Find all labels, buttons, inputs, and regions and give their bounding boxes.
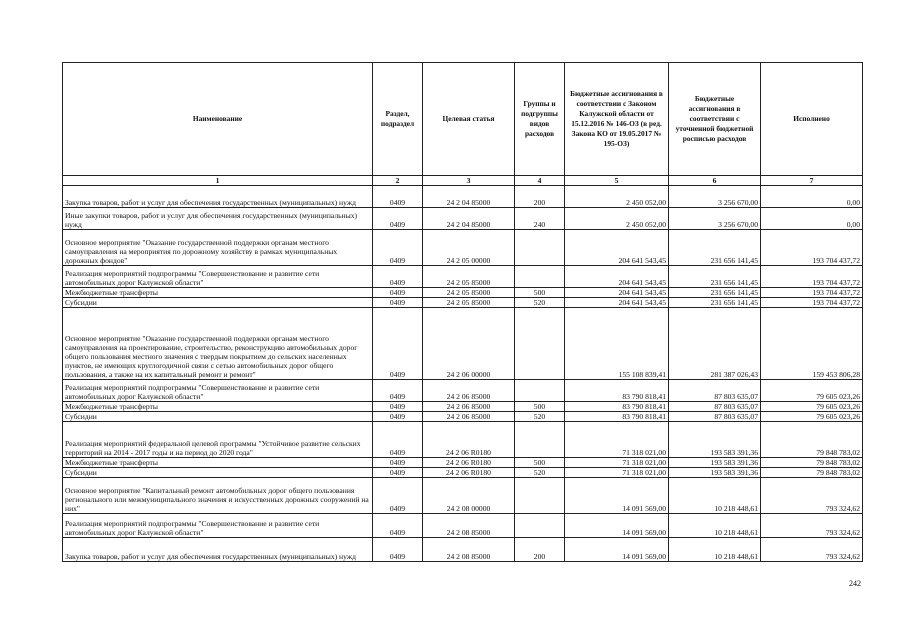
row-law: 2 450 052,00	[565, 186, 669, 208]
row-group	[515, 478, 565, 514]
row-group: 200	[515, 538, 565, 562]
row-budget: 231 656 141,45	[669, 288, 761, 298]
row-section: 0409	[373, 412, 423, 422]
row-executed: 193 704 437,72	[761, 288, 863, 298]
row-law: 14 091 569,00	[565, 538, 669, 562]
column-number: 1	[63, 176, 373, 186]
row-law: 71 318 021,00	[565, 422, 669, 458]
row-budget: 10 218 448,61	[669, 514, 761, 538]
row-name: Субсидии	[63, 298, 373, 308]
row-budget: 3 256 670,00	[669, 186, 761, 208]
row-law: 71 318 021,00	[565, 458, 669, 468]
row-law: 204 641 543,45	[565, 266, 669, 288]
header-groups: Группы и подгруппы видов расходов	[515, 63, 565, 176]
row-budget: 3 256 670,00	[669, 208, 761, 230]
row-target: 24 2 06 85000	[423, 412, 515, 422]
row-name: Основное мероприятие "Капитальный ремонт автомобильных дорог общего пользования регионального или межмуниципального значения и искусственных дорожных сооружений на них"	[63, 478, 373, 514]
row-name: Основное мероприятие "Оказание государственной поддержки органам местного самоуправления на проектирование, строительство, реконструкцию автомобильных дорог общего пользования местного значения с твердым покрытием до сельских населенных пунктов, не имеющих круглогодичной связи с сетью автомобильных дорог общего пользования, а также на их капитальный ремонт и ремонт"	[63, 308, 373, 380]
column-number: 5	[565, 176, 669, 186]
row-group: 500	[515, 458, 565, 468]
row-name: Реализация мероприятий подпрограммы "Совершенствование и развитие сети автомобильных дорог Калужской области"	[63, 380, 373, 402]
row-law: 204 641 543,45	[565, 288, 669, 298]
row-law: 71 318 021,00	[565, 468, 669, 478]
row-target: 24 2 08 85000	[423, 514, 515, 538]
row-executed: 79 605 023,26	[761, 412, 863, 422]
row-section: 0409	[373, 478, 423, 514]
row-target: 24 2 06 R0180	[423, 422, 515, 458]
row-section: 0409	[373, 230, 423, 266]
row-budget: 10 218 448,61	[669, 538, 761, 562]
row-target: 24 2 06 R0180	[423, 458, 515, 468]
row-budget: 10 218 448,61	[669, 478, 761, 514]
row-target: 24 2 05 00000	[423, 230, 515, 266]
row-budget: 193 583 391,36	[669, 422, 761, 458]
row-executed: 793 324,62	[761, 514, 863, 538]
row-section: 0409	[373, 538, 423, 562]
row-group: 200	[515, 186, 565, 208]
column-number: 4	[515, 176, 565, 186]
row-group: 500	[515, 402, 565, 412]
row-budget: 193 583 391,36	[669, 458, 761, 468]
row-section: 0409	[373, 402, 423, 412]
row-target: 24 2 04 85000	[423, 208, 515, 230]
row-group	[515, 308, 565, 380]
column-number: 7	[761, 176, 863, 186]
table-row	[63, 288, 863, 298]
row-group	[515, 380, 565, 402]
row-executed: 0,00	[761, 208, 863, 230]
row-name: Иные закупки товаров, работ и услуг для обеспечения государственных (муниципальных) нужд	[63, 208, 373, 230]
row-name: Субсидии	[63, 412, 373, 422]
row-executed: 79 605 023,26	[761, 380, 863, 402]
column-number-row	[63, 176, 863, 186]
row-name: Реализация мероприятий подпрограммы "Совершенствование и развитие сети автомобильных дорог Калужской области"	[63, 514, 373, 538]
table-row	[63, 230, 863, 266]
row-executed: 193 704 437,72	[761, 266, 863, 288]
header-section: Раздел, подраздел	[373, 63, 423, 176]
row-group	[515, 422, 565, 458]
row-law: 83 790 818,41	[565, 380, 669, 402]
row-target: 24 2 04 85000	[423, 186, 515, 208]
row-name: Закупка товаров, работ и услуг для обеспечения государственных (муниципальных) нужд	[63, 186, 373, 208]
row-group: 520	[515, 468, 565, 478]
row-section: 0409	[373, 380, 423, 402]
row-group	[515, 266, 565, 288]
row-section: 0409	[373, 186, 423, 208]
row-law: 155 108 839,41	[565, 308, 669, 380]
row-budget: 87 803 635,07	[669, 402, 761, 412]
column-number: 2	[373, 176, 423, 186]
row-group	[515, 230, 565, 266]
row-executed: 79 848 783,02	[761, 422, 863, 458]
column-number: 3	[423, 176, 515, 186]
row-target: 24 2 08 85000	[423, 538, 515, 562]
row-target: 24 2 08 00000	[423, 478, 515, 514]
row-law: 83 790 818,41	[565, 402, 669, 412]
row-budget: 87 803 635,07	[669, 380, 761, 402]
table-row	[63, 412, 863, 422]
header-row	[63, 63, 863, 176]
row-section: 0409	[373, 468, 423, 478]
row-budget: 231 656 141,45	[669, 230, 761, 266]
table-row	[63, 468, 863, 478]
row-section: 0409	[373, 422, 423, 458]
row-target: 24 2 06 R0180	[423, 468, 515, 478]
row-target: 24 2 05 85000	[423, 298, 515, 308]
page-number: 242	[849, 579, 861, 588]
table-row	[63, 186, 863, 208]
row-name: Реализация мероприятий подпрограммы "Совершенствование и развитие сети автомобильных дорог Калужской области"	[63, 266, 373, 288]
table-row	[63, 380, 863, 402]
row-target: 24 2 05 85000	[423, 288, 515, 298]
row-group: 520	[515, 298, 565, 308]
row-group: 500	[515, 288, 565, 298]
row-law: 2 450 052,00	[565, 208, 669, 230]
table-row	[63, 266, 863, 288]
row-target: 24 2 06 85000	[423, 380, 515, 402]
header-budget: Бюджетные ассигнования в соответствии с уточненной бюджетной росписью расходов	[669, 63, 761, 176]
row-name: Основное мероприятие "Оказание государственной поддержки органам местного самоуправления на мероприятия по дорожному хозяйству в рамках муниципальных дорожных фондов"	[63, 230, 373, 266]
row-law: 14 091 569,00	[565, 478, 669, 514]
row-section: 0409	[373, 308, 423, 380]
row-section: 0409	[373, 298, 423, 308]
row-group: 240	[515, 208, 565, 230]
row-target: 24 2 06 85000	[423, 402, 515, 412]
table-row	[63, 478, 863, 514]
row-name: Закупка товаров, работ и услуг для обеспечения государственных (муниципальных) нужд	[63, 538, 373, 562]
header-law: Бюджетные ассигнования в соответствии с Законом Калужской области от 15.12.2016 № 146-ОЗ (в ред. Закона КО от 19.05.2017 № 195-ОЗ)	[565, 63, 669, 176]
row-name: Межбюджетные трансферты	[63, 288, 373, 298]
row-budget: 231 656 141,45	[669, 298, 761, 308]
row-budget: 281 387 026,43	[669, 308, 761, 380]
header-executed: Исполнено	[761, 63, 863, 176]
row-section: 0409	[373, 514, 423, 538]
row-executed: 79 848 783,02	[761, 458, 863, 468]
row-executed: 193 704 437,72	[761, 230, 863, 266]
row-law: 14 091 569,00	[565, 514, 669, 538]
row-group: 520	[515, 412, 565, 422]
row-executed: 793 324,62	[761, 478, 863, 514]
table-row	[63, 402, 863, 412]
row-law: 204 641 543,45	[565, 298, 669, 308]
budget-table	[62, 62, 863, 562]
table-row	[63, 298, 863, 308]
header-name: Наименование	[63, 63, 373, 176]
table-row	[63, 538, 863, 562]
header-target: Целевая статья	[423, 63, 515, 176]
row-executed: 79 848 783,02	[761, 468, 863, 478]
row-executed: 793 324,62	[761, 538, 863, 562]
row-name: Межбюджетные трансферты	[63, 402, 373, 412]
row-name: Межбюджетные трансферты	[63, 458, 373, 468]
row-budget: 193 583 391,36	[669, 468, 761, 478]
row-target: 24 2 06 00000	[423, 308, 515, 380]
row-target: 24 2 05 85000	[423, 266, 515, 288]
row-law: 83 790 818,41	[565, 412, 669, 422]
row-law: 204 641 543,45	[565, 230, 669, 266]
table-row	[63, 308, 863, 380]
row-budget: 231 656 141,45	[669, 266, 761, 288]
row-executed: 193 704 437,72	[761, 298, 863, 308]
row-section: 0409	[373, 458, 423, 468]
row-section: 0409	[373, 288, 423, 298]
row-name: Субсидии	[63, 468, 373, 478]
table-row	[63, 422, 863, 458]
table-row	[63, 514, 863, 538]
row-budget: 87 803 635,07	[669, 412, 761, 422]
row-executed: 0,00	[761, 186, 863, 208]
column-number: 6	[669, 176, 761, 186]
table-row	[63, 208, 863, 230]
row-section: 0409	[373, 266, 423, 288]
table-row	[63, 458, 863, 468]
row-group	[515, 514, 565, 538]
row-name: Реализация мероприятий федеральной целевой программы "Устойчивое развитие сельских территорий на 2014 - 2017 годы и на период до 2020 года"	[63, 422, 373, 458]
table-body	[63, 186, 863, 562]
row-executed: 79 605 023,26	[761, 402, 863, 412]
row-section: 0409	[373, 208, 423, 230]
row-executed: 159 453 806,28	[761, 308, 863, 380]
